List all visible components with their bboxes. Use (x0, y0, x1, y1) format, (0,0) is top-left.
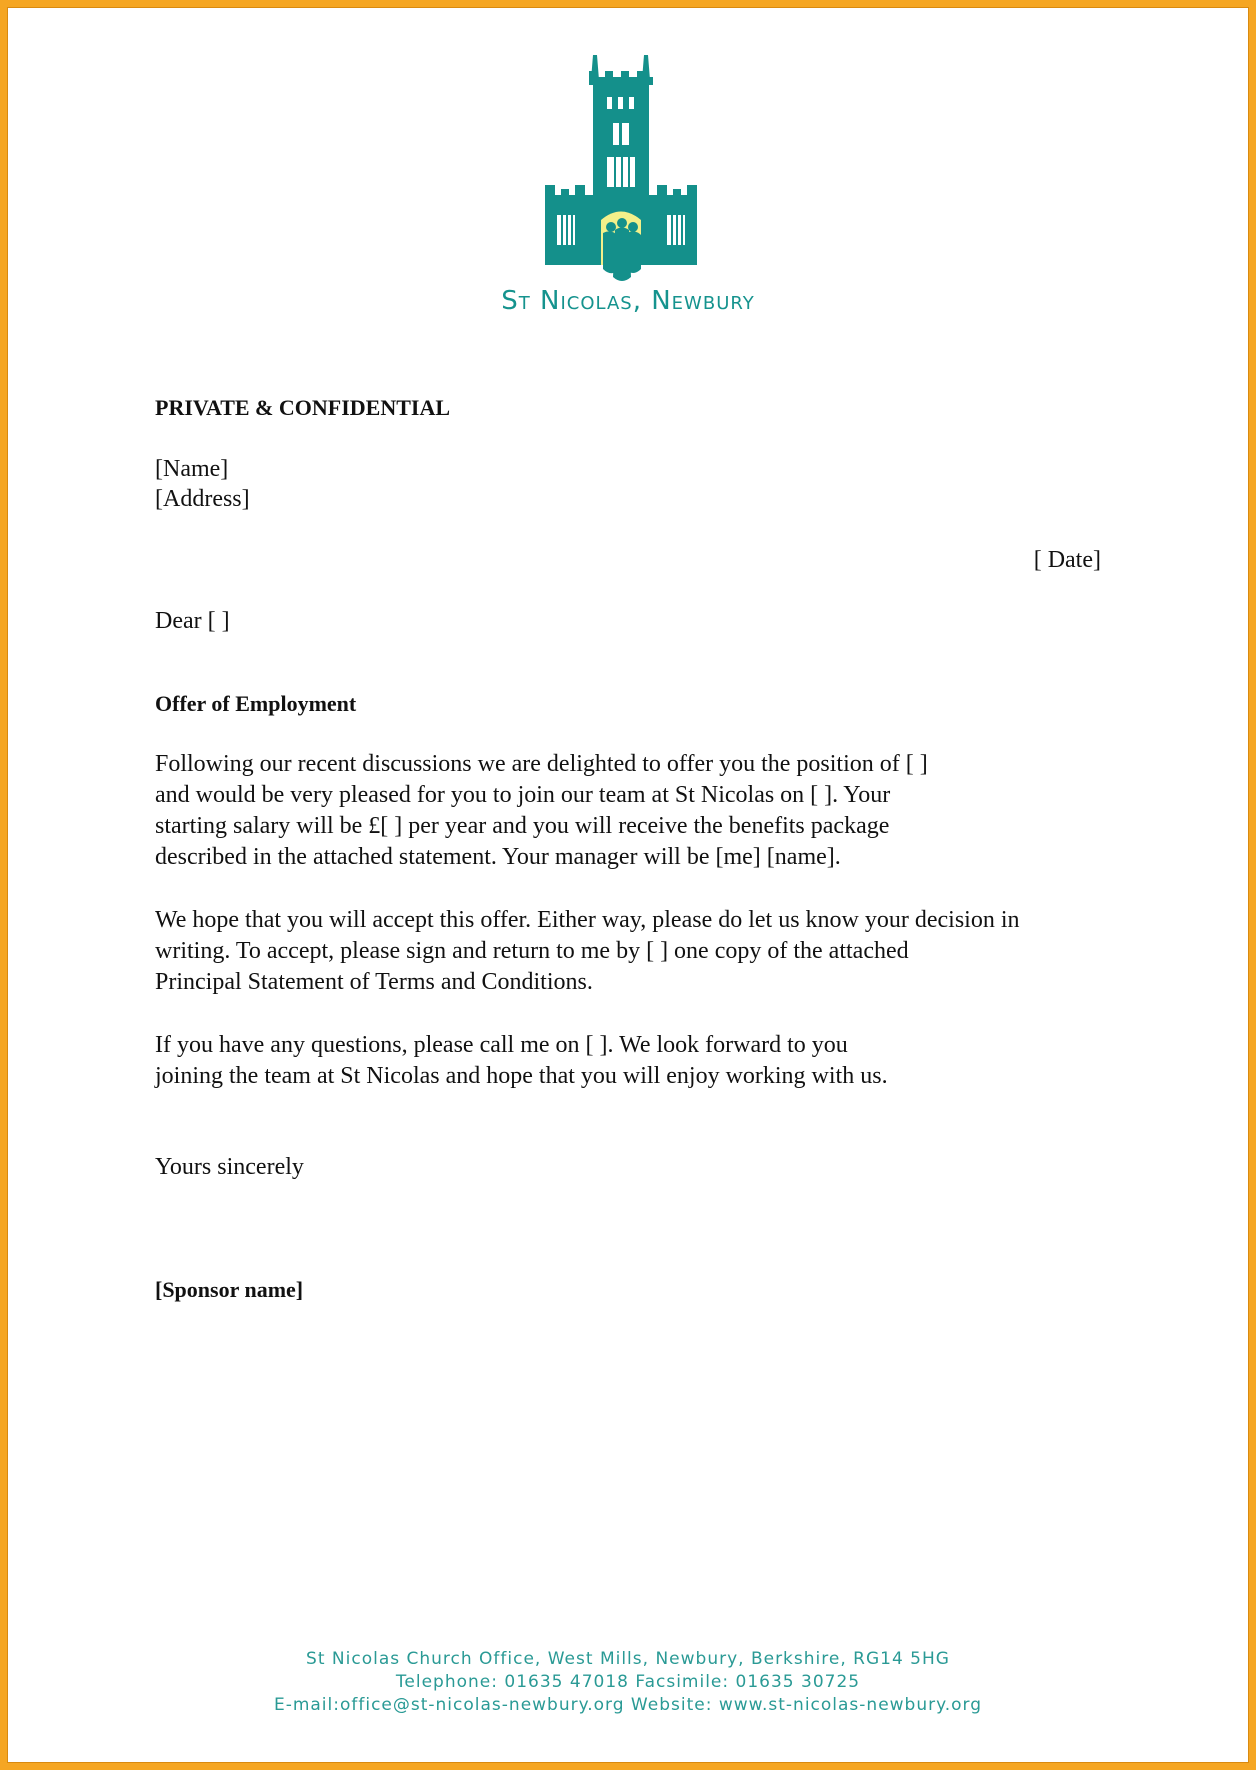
recipient-name: [Name] (155, 456, 229, 482)
church-logo-icon (545, 55, 705, 285)
letter-date: [ Date] (1033, 547, 1101, 573)
salutation: Dear [ ] (155, 608, 230, 634)
letter-footer (0, 1648, 1256, 1717)
footer-email-web: E-mail:office@st-nicolas-newbury.org Website: www.st-nicolas-newbury.org (273, 1695, 983, 1715)
paragraph-offer (155, 749, 1105, 873)
subject-heading: Offer of Employment (155, 691, 357, 716)
paragraph-line: writing. To accept, please sign and return to me by [ ] one copy of the attached (155, 938, 909, 964)
confidential-heading: PRIVATE & CONFIDENTIAL (155, 395, 451, 420)
paragraph-line: Principal Statement of Terms and Conditions. (155, 969, 593, 995)
paragraph-acceptance (155, 905, 1105, 998)
paragraph-line: and would be very pleased for you to join our team at St Nicolas on [ ]. Your (155, 782, 891, 808)
paragraph-line: If you have any questions, please call me on [ ]. We look forward to you (155, 1032, 848, 1058)
paragraph-line: Following our recent discussions we are delighted to offer you the position of [ ] (155, 751, 928, 777)
church-name: St Nicolas, Newbury (501, 286, 755, 316)
signatory: [Sponsor name] (155, 1277, 304, 1302)
closing: Yours sincerely (155, 1154, 304, 1180)
paragraph-line: starting salary will be £[ ] per year and you will receive the benefits package (155, 813, 890, 839)
paragraph-questions (155, 1030, 1105, 1092)
paragraph-line: joining the team at St Nicolas and hope that you will enjoy working with us. (155, 1063, 888, 1089)
recipient-address: [Address] (155, 486, 250, 512)
paragraph-line: We hope that you will accept this offer. Either way, please do let us know your decision in (155, 907, 1020, 933)
footer-address: St Nicolas Church Office, West Mills, Newbury, Berkshire, RG14 5HG (306, 1649, 950, 1669)
footer-phone-fax: Telephone: 01635 47018 Facsimile: 01635 30725 (395, 1672, 861, 1692)
paragraph-line: described in the attached statement. Your manager will be [me] [name]. (155, 844, 841, 870)
